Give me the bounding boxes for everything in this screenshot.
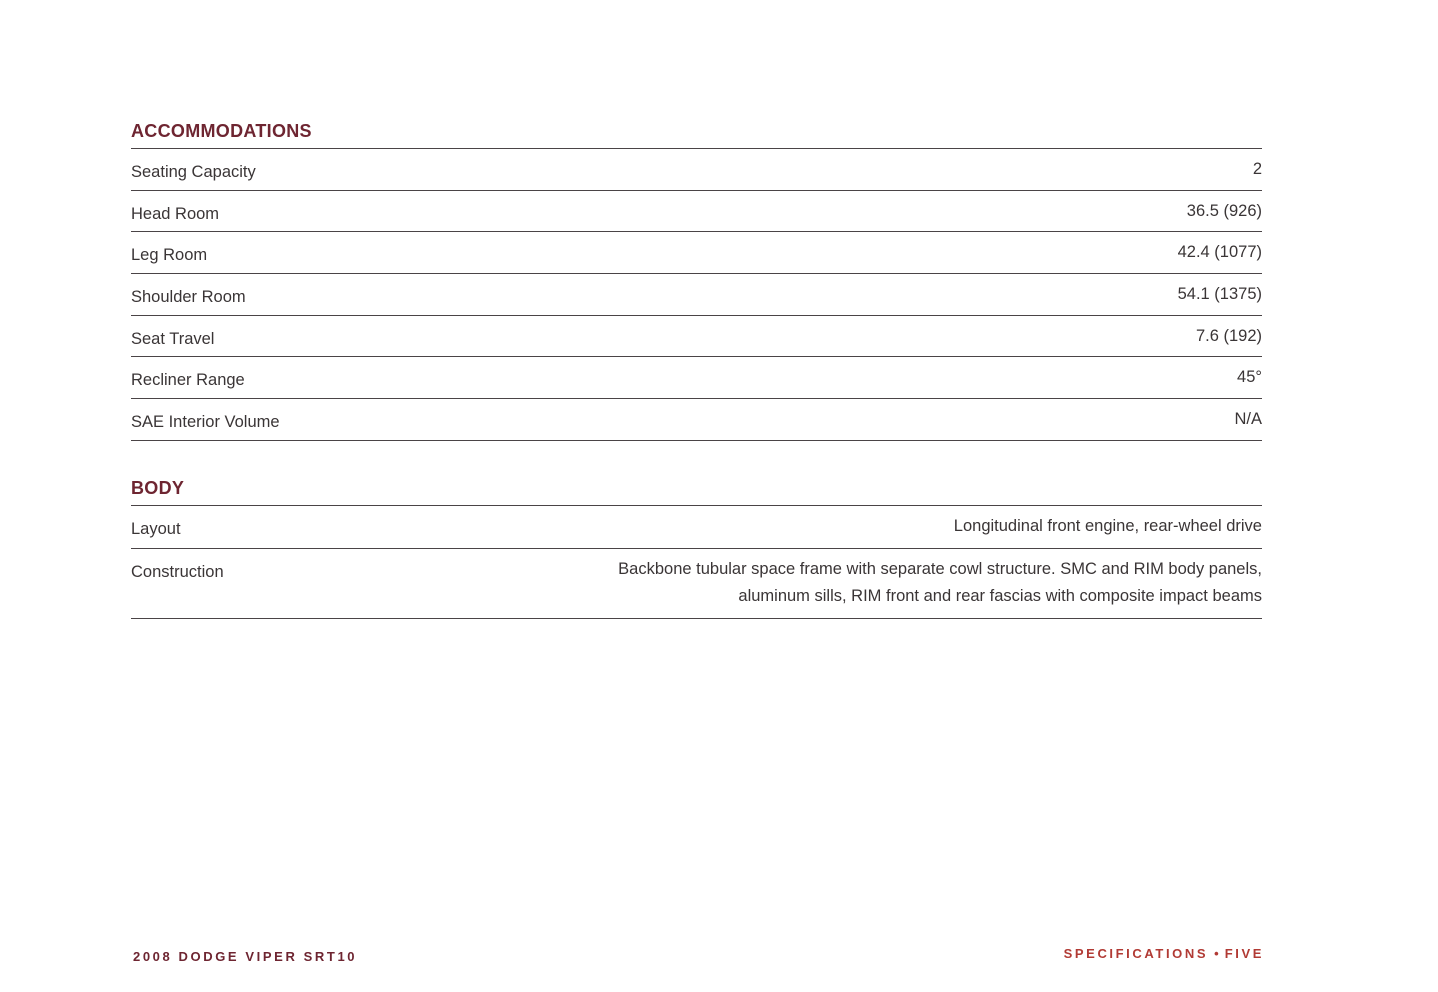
accommodations-section xyxy=(131,120,1262,441)
spec-value: 54.1 (1375) xyxy=(1177,285,1262,304)
spec-label: Recliner Range xyxy=(131,371,245,390)
spec-label: Leg Room xyxy=(131,246,208,265)
spec-label: Construction xyxy=(131,563,224,581)
footer-section-name: SPECIFICATIONS xyxy=(1063,946,1209,961)
spec-label: Seat Travel xyxy=(131,329,215,348)
footer-vehicle-title: 2008 DODGE VIPER SRT10 xyxy=(133,949,358,964)
spec-row-recliner-range xyxy=(131,357,1262,399)
spec-value: Longitudinal front engine, rear-wheel drive xyxy=(953,517,1262,535)
spec-value: Backbone tubular space frame with separate cowl structure. SMC and RIM body panels, aluminum sills, RIM front and rear fascias with composite impact beams xyxy=(618,560,1262,605)
spec-row-layout xyxy=(131,506,1262,549)
spec-row-head-room xyxy=(131,191,1262,233)
footer-separator: • xyxy=(1214,946,1219,961)
spec-value: 45° xyxy=(1237,368,1262,387)
spec-label: Seating Capacity xyxy=(131,163,256,181)
spec-label: Shoulder Room xyxy=(131,288,246,307)
spec-label: Head Room xyxy=(131,204,220,223)
spec-row-leg-room xyxy=(131,232,1262,274)
spec-label: Layout xyxy=(131,520,181,538)
footer-page-number: FIVE xyxy=(1224,946,1264,961)
spec-value: 2 xyxy=(1252,160,1262,178)
spec-value: N/A xyxy=(1234,410,1262,429)
spec-value: 42.4 (1077) xyxy=(1177,243,1262,262)
body-heading: BODY xyxy=(131,477,1262,506)
body-section xyxy=(131,477,1262,619)
spec-value: 7.6 (192) xyxy=(1195,326,1262,345)
footer-page-label xyxy=(1064,946,1264,961)
spec-row-construction xyxy=(131,549,1262,619)
spec-row-sae-interior-volume xyxy=(131,399,1262,441)
spec-value: 36.5 (926) xyxy=(1186,201,1262,220)
spec-row-shoulder-room xyxy=(131,274,1262,316)
spec-label: SAE Interior Volume xyxy=(131,413,280,432)
accommodations-heading: ACCOMMODATIONS xyxy=(131,120,1262,149)
spec-row-seating-capacity xyxy=(131,149,1262,191)
spec-row-seat-travel xyxy=(131,316,1262,358)
